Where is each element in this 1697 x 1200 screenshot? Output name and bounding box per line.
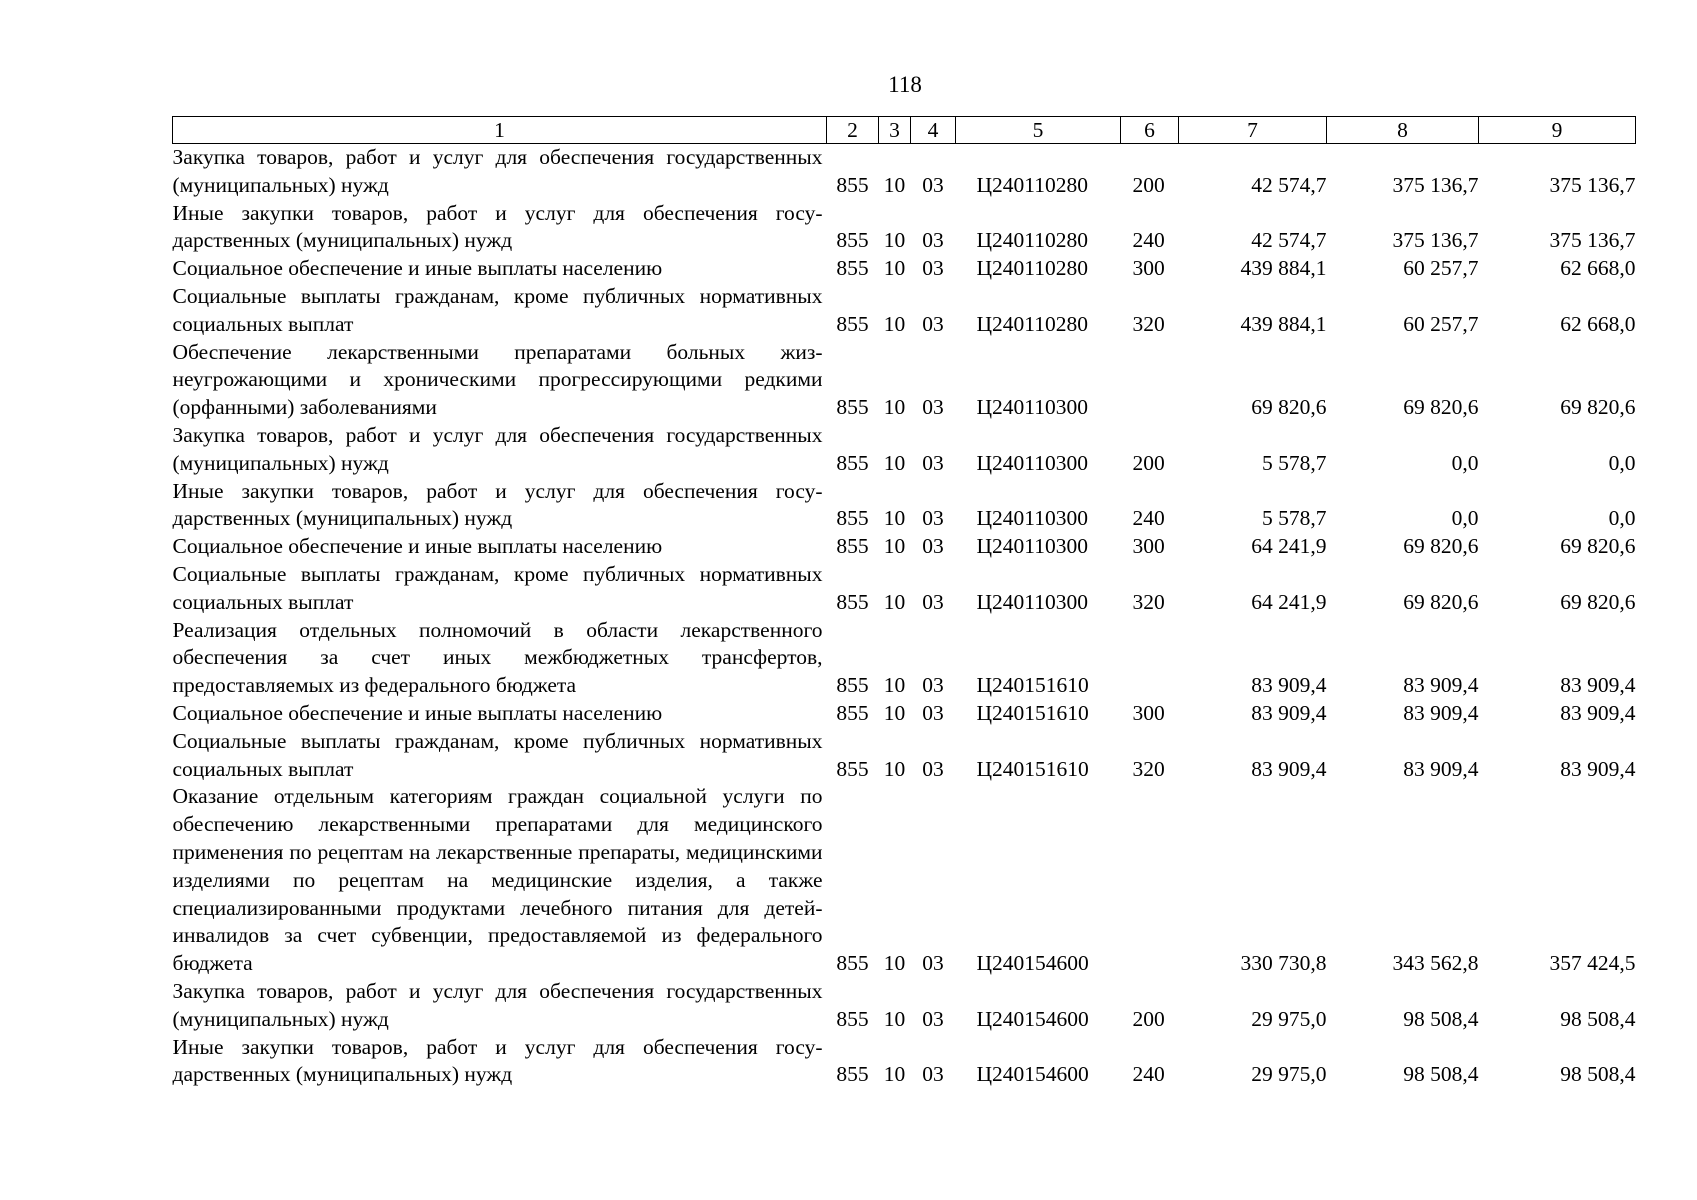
amount-col-7: 5 578,7 bbox=[1262, 450, 1327, 475]
expense-type-code: 240 bbox=[1132, 1062, 1165, 1087]
amount-col-9: 0,0 bbox=[1608, 450, 1636, 475]
section-code: 10 bbox=[883, 1062, 906, 1087]
subsection-code: 03 bbox=[922, 1006, 944, 1031]
subsection-code: 03 bbox=[922, 450, 944, 475]
row-description: Социальное обеспечение и иные выплаты населению bbox=[172, 700, 663, 725]
admin-code: 855 bbox=[836, 756, 869, 781]
subsection-code: 03 bbox=[922, 228, 944, 253]
column-header: 3 bbox=[879, 117, 911, 144]
section-code: 10 bbox=[883, 756, 906, 781]
table-row bbox=[173, 1034, 1636, 1090]
subsection-code: 03 bbox=[922, 951, 944, 976]
table-row bbox=[173, 617, 1636, 700]
amount-col-7: 439 884,1 bbox=[1240, 311, 1327, 336]
amount-col-7: 42 574,7 bbox=[1251, 228, 1327, 253]
admin-code: 855 bbox=[836, 228, 869, 253]
subsection-code: 03 bbox=[922, 1062, 944, 1087]
subsection-code: 03 bbox=[922, 395, 944, 420]
amount-col-8: 60 257,7 bbox=[1403, 256, 1479, 281]
amount-col-7: 64 241,9 bbox=[1251, 589, 1327, 614]
admin-code: 855 bbox=[836, 951, 869, 976]
table-row bbox=[173, 478, 1636, 534]
amount-col-7: 83 909,4 bbox=[1251, 673, 1327, 698]
admin-code: 855 bbox=[836, 172, 869, 197]
table-row bbox=[173, 728, 1636, 784]
target-article-code: Ц240151610 bbox=[976, 700, 1089, 725]
column-header: 8 bbox=[1327, 117, 1479, 144]
expense-type-code bbox=[1121, 783, 1179, 978]
table-row bbox=[173, 200, 1636, 256]
page-number: 118 bbox=[888, 72, 922, 97]
amount-col-7: 29 975,0 bbox=[1251, 1006, 1327, 1031]
amount-col-9: 98 508,4 bbox=[1560, 1062, 1636, 1087]
expense-type-code: 200 bbox=[1132, 172, 1165, 197]
amount-col-8: 98 508,4 bbox=[1403, 1062, 1479, 1087]
table-row bbox=[173, 339, 1636, 422]
subsection-code: 03 bbox=[922, 589, 944, 614]
target-article-code: Ц240110280 bbox=[976, 228, 1088, 253]
column-header: 9 bbox=[1479, 117, 1636, 144]
table-row bbox=[173, 978, 1636, 1034]
section-code: 10 bbox=[883, 673, 906, 698]
row-description: Оказание отдельным категориям граждан социальной услуги по обеспечению лекарственными препаратами для медицинского применения по рецептам на лекарственные препараты, медицинскими изделиями по рецептам на медицинские изделия, а также специализированными продуктами лечебного питания для детей-инвалидов за счет субвенции, предоставляемой из федерального бюджета bbox=[172, 784, 823, 976]
expense-type-code: 300 bbox=[1132, 256, 1165, 281]
expense-type-code: 320 bbox=[1132, 311, 1165, 336]
row-description: Социальное обеспечение и иные выплаты населению bbox=[172, 534, 663, 559]
subsection-code: 03 bbox=[922, 756, 944, 781]
amount-col-7: 83 909,4 bbox=[1251, 756, 1327, 781]
expense-type-code: 240 bbox=[1132, 228, 1165, 253]
section-code: 10 bbox=[883, 256, 906, 281]
expense-type-code bbox=[1121, 617, 1179, 700]
amount-col-9: 0,0 bbox=[1608, 506, 1636, 531]
amount-col-9: 83 909,4 bbox=[1560, 756, 1636, 781]
table-row bbox=[173, 422, 1636, 478]
admin-code: 855 bbox=[836, 700, 869, 725]
target-article-code: Ц240110300 bbox=[976, 589, 1088, 614]
amount-col-7: 64 241,9 bbox=[1251, 534, 1327, 559]
expense-type-code: 200 bbox=[1132, 1006, 1165, 1031]
table-row bbox=[173, 700, 1636, 728]
admin-code: 855 bbox=[836, 311, 869, 336]
section-code: 10 bbox=[883, 951, 906, 976]
row-description: Иные закупки товаров, работ и услуг для обеспечения государственных (муниципальных) нужд bbox=[172, 200, 823, 253]
budget-table bbox=[172, 116, 1636, 1089]
amount-col-9: 375 136,7 bbox=[1549, 228, 1636, 253]
admin-code: 855 bbox=[836, 1062, 869, 1087]
amount-col-8: 60 257,7 bbox=[1403, 311, 1479, 336]
amount-col-9: 83 909,4 bbox=[1560, 700, 1636, 725]
target-article-code: Ц240110300 bbox=[976, 506, 1088, 531]
amount-col-8: 375 136,7 bbox=[1392, 172, 1479, 197]
row-description: Обеспечение лекарственными препаратами больных жизнеугрожающими и хроническими прогрессирующими редкими (орфанными) заболеваниями bbox=[172, 339, 823, 420]
column-header: 5 bbox=[956, 117, 1121, 144]
target-article-code: Ц240110300 bbox=[976, 395, 1088, 420]
admin-code: 855 bbox=[836, 256, 869, 281]
row-description: Социальные выплаты гражданам, кроме публичных нормативных социальных выплат bbox=[172, 283, 823, 336]
amount-col-7: 29 975,0 bbox=[1251, 1062, 1327, 1087]
section-code: 10 bbox=[883, 589, 906, 614]
column-header: 6 bbox=[1121, 117, 1179, 144]
section-code: 10 bbox=[883, 534, 906, 559]
section-code: 10 bbox=[883, 172, 906, 197]
amount-col-8: 343 562,8 bbox=[1392, 951, 1479, 976]
amount-col-8: 0,0 bbox=[1451, 506, 1479, 531]
amount-col-8: 83 909,4 bbox=[1403, 756, 1479, 781]
column-header: 1 bbox=[173, 117, 827, 144]
amount-col-8: 69 820,6 bbox=[1403, 534, 1479, 559]
amount-col-8: 83 909,4 bbox=[1403, 700, 1479, 725]
subsection-code: 03 bbox=[922, 534, 944, 559]
amount-col-9: 357 424,5 bbox=[1549, 951, 1636, 976]
amount-col-9: 62 668,0 bbox=[1560, 256, 1636, 281]
section-code: 10 bbox=[883, 506, 906, 531]
amount-col-7: 330 730,8 bbox=[1240, 951, 1327, 976]
section-code: 10 bbox=[883, 228, 906, 253]
amount-col-9: 375 136,7 bbox=[1549, 172, 1636, 197]
target-article-code: Ц240110300 bbox=[976, 534, 1088, 559]
section-code: 10 bbox=[883, 311, 906, 336]
amount-col-8: 0,0 bbox=[1451, 450, 1479, 475]
table-row bbox=[173, 283, 1636, 339]
amount-col-8: 375 136,7 bbox=[1392, 228, 1479, 253]
table-row bbox=[173, 561, 1636, 617]
admin-code: 855 bbox=[836, 534, 869, 559]
target-article-code: Ц240151610 bbox=[976, 756, 1089, 781]
amount-col-7: 69 820,6 bbox=[1251, 395, 1327, 420]
table-row bbox=[173, 533, 1636, 561]
admin-code: 855 bbox=[836, 589, 869, 614]
section-code: 10 bbox=[883, 700, 906, 725]
amount-col-9: 69 820,6 bbox=[1560, 589, 1636, 614]
expense-type-code: 240 bbox=[1132, 506, 1165, 531]
row-description: Закупка товаров, работ и услуг для обеспечения государственных (муниципальных) нужд bbox=[172, 978, 823, 1031]
subsection-code: 03 bbox=[922, 311, 944, 336]
column-header: 4 bbox=[911, 117, 956, 144]
amount-col-9: 83 909,4 bbox=[1560, 673, 1636, 698]
expense-type-code: 300 bbox=[1132, 700, 1165, 725]
row-description: Социальное обеспечение и иные выплаты населению bbox=[172, 256, 663, 281]
subsection-code: 03 bbox=[922, 172, 944, 197]
target-article-code: Ц240110280 bbox=[976, 256, 1088, 281]
admin-code: 855 bbox=[836, 673, 869, 698]
amount-col-9: 69 820,6 bbox=[1560, 534, 1636, 559]
target-article-code: Ц240110300 bbox=[976, 450, 1088, 475]
target-article-code: Ц240110280 bbox=[976, 172, 1088, 197]
table-row bbox=[173, 783, 1636, 978]
subsection-code: 03 bbox=[922, 700, 944, 725]
amount-col-8: 69 820,6 bbox=[1403, 395, 1479, 420]
row-description: Иные закупки товаров, работ и услуг для обеспечения государственных (муниципальных) нужд bbox=[172, 478, 823, 531]
amount-col-8: 83 909,4 bbox=[1403, 673, 1479, 698]
amount-col-7: 439 884,1 bbox=[1240, 256, 1327, 281]
target-article-code: Ц240154600 bbox=[976, 1062, 1089, 1087]
target-article-code: Ц240154600 bbox=[976, 1006, 1089, 1031]
row-description: Иные закупки товаров, работ и услуг для обеспечения государственных (муниципальных) нужд bbox=[172, 1034, 823, 1087]
expense-type-code bbox=[1121, 339, 1179, 422]
amount-col-9: 62 668,0 bbox=[1560, 311, 1636, 336]
amount-col-8: 98 508,4 bbox=[1403, 1006, 1479, 1031]
target-article-code: Ц240154600 bbox=[976, 951, 1089, 976]
amount-col-7: 42 574,7 bbox=[1251, 172, 1327, 197]
row-description: Социальные выплаты гражданам, кроме публичных нормативных социальных выплат bbox=[172, 728, 823, 781]
table-row bbox=[173, 255, 1636, 283]
amount-col-7: 5 578,7 bbox=[1262, 506, 1327, 531]
admin-code: 855 bbox=[836, 506, 869, 531]
target-article-code: Ц240151610 bbox=[976, 673, 1089, 698]
admin-code: 855 bbox=[836, 1006, 869, 1031]
amount-col-9: 98 508,4 bbox=[1560, 1006, 1636, 1031]
row-description: Социальные выплаты гражданам, кроме публичных нормативных социальных выплат bbox=[172, 561, 823, 614]
column-header: 2 bbox=[827, 117, 879, 144]
subsection-code: 03 bbox=[922, 506, 944, 531]
amount-col-9: 69 820,6 bbox=[1560, 395, 1636, 420]
expense-type-code: 300 bbox=[1132, 534, 1165, 559]
row-description: Реализация отдельных полномочий в области лекарственного обеспечения за счет иных межбюджетных трансфертов, предоставляемых из федерального бюджета bbox=[172, 617, 823, 698]
admin-code: 855 bbox=[836, 450, 869, 475]
amount-col-8: 69 820,6 bbox=[1403, 589, 1479, 614]
row-description: Закупка товаров, работ и услуг для обеспечения государственных (муниципальных) нужд bbox=[172, 422, 823, 475]
subsection-code: 03 bbox=[922, 256, 944, 281]
expense-type-code: 320 bbox=[1132, 756, 1165, 781]
row-description: Закупка товаров, работ и услуг для обеспечения государственных (муниципальных) нужд bbox=[172, 145, 823, 197]
admin-code: 855 bbox=[836, 395, 869, 420]
amount-col-7: 83 909,4 bbox=[1251, 700, 1327, 725]
expense-type-code: 200 bbox=[1132, 450, 1165, 475]
section-code: 10 bbox=[883, 450, 906, 475]
column-header: 7 bbox=[1179, 117, 1327, 144]
section-code: 10 bbox=[883, 395, 906, 420]
section-code: 10 bbox=[883, 1006, 906, 1031]
subsection-code: 03 bbox=[922, 673, 944, 698]
expense-type-code: 320 bbox=[1132, 589, 1165, 614]
table-body bbox=[173, 144, 1636, 1090]
target-article-code: Ц240110280 bbox=[976, 311, 1088, 336]
table-header-row bbox=[173, 117, 1636, 144]
table-row bbox=[173, 144, 1636, 200]
